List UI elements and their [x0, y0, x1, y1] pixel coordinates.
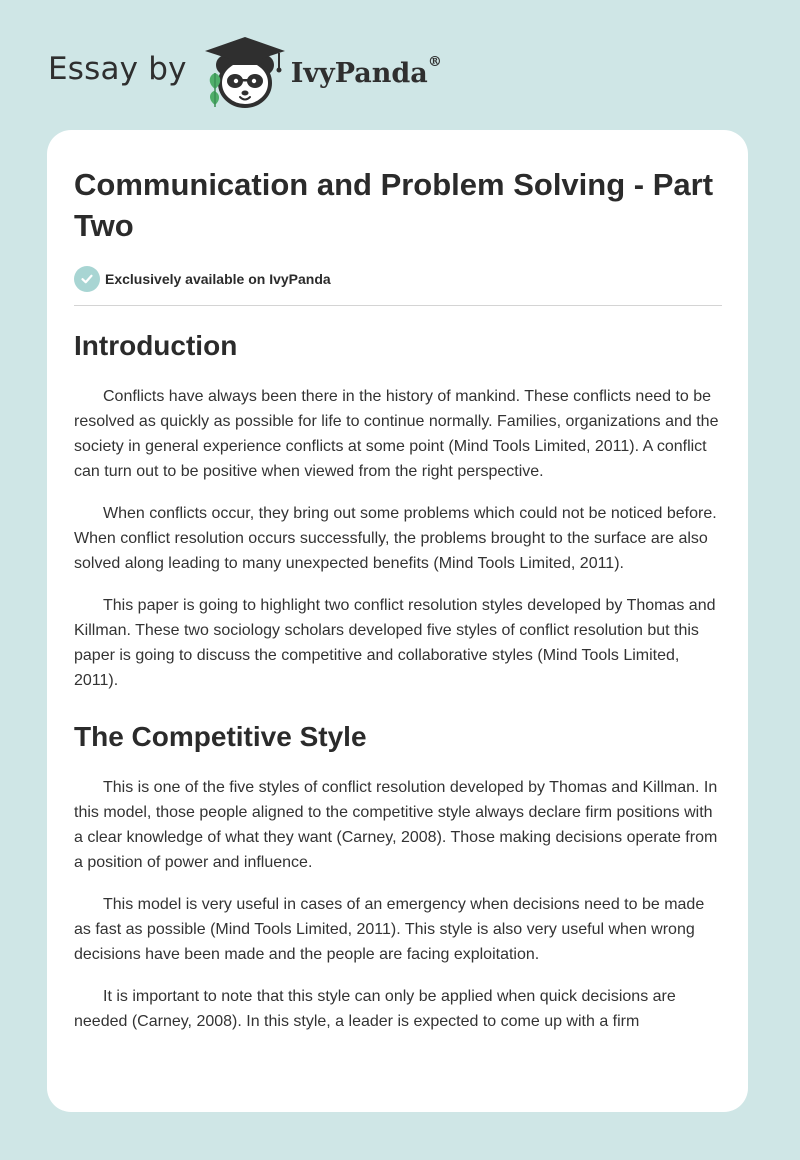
paragraph: This paper is going to highlight two conflict resolution styles developed by Thomas and Killman. These two sociology scholars developed five styles of conflict resolution but this paper is going to discuss the competitive and collaborative styles (Mind Tools Limited, 2011). [74, 597, 716, 689]
section-heading: The Competitive Style [74, 721, 367, 752]
paragraph: When conflicts occur, they bring out some problems which could not be noticed before. When conflict resolution occurs successfully, the problems brought to the surface are also solved along leading to many unexpected benefits (Mind Tools Limited, 2011). [74, 505, 717, 572]
page-title: Communication and Problem Solving - Part Two [74, 167, 714, 243]
section-competitive-style [74, 720, 721, 1034]
paragraph: It is important to note that this style can only be applied when quick decisions are needed (Carney, 2008). In this style, a leader is expected to come up with a firm [74, 988, 676, 1030]
article-card [47, 130, 748, 1112]
check-circle-icon [74, 266, 100, 292]
exclusive-badge [74, 266, 721, 292]
paragraph: This model is very useful in cases of an emergency when decisions need to be made as fast as possible (Mind Tools Limited, 2011). This style is also very useful when wrong decisions have been made and the people are facing exploitation. [74, 896, 705, 963]
panda-graduate-logo-icon [201, 33, 289, 111]
paragraph: This is one of the five styles of conflict resolution developed by Thomas and Killman. In this model, those people aligned to the competitive style always declare firm positions with a clear knowledge of what they want (Carney, 2008). Those making decisions operate from a position of power and influence. [74, 779, 718, 871]
brand-name [290, 53, 442, 89]
badge-label: Exclusively available on IvyPanda [105, 271, 331, 287]
brand-name-text: IvyPanda [290, 57, 428, 89]
brand-prefix: Essay by [48, 51, 187, 87]
brand-header [48, 32, 442, 112]
paragraph: Conflicts have always been there in the history of mankind. These conflicts need to be resolved as quickly as possible for life to continue normally. Families, organizations and the society in general experience conflicts at some point (Mind Tools Limited, 2011). A conflict can turn out to be positive when viewed from the right perspective. [74, 388, 719, 480]
registered-mark: ® [427, 53, 442, 70]
section-introduction [74, 329, 721, 693]
section-heading: Introduction [74, 330, 238, 361]
title-divider [74, 305, 722, 306]
